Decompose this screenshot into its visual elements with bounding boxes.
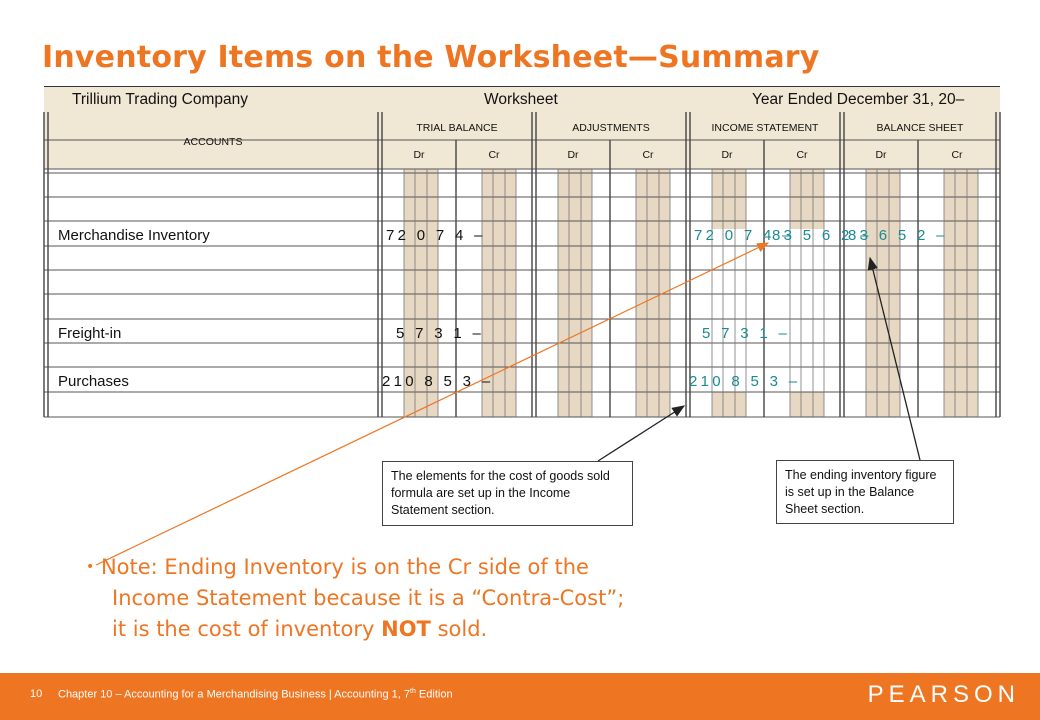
pearson-logo: PEARSON	[867, 681, 1020, 708]
note-line-2: Income Statement because it is a “Contra-Cost”;	[112, 586, 625, 610]
is-dr-freight: 5 7 3 1 –	[702, 325, 791, 342]
is-dr-purchases: 210 8 5 3 –	[689, 373, 801, 390]
edition-sup: th	[410, 688, 416, 695]
is-cr-merchandise: 83 5 6 2 –	[772, 227, 872, 244]
trial-dr-freight: 5 7 3 1 –	[396, 325, 485, 342]
callout-balance-sheet: The ending inventory figure is set up in the Balance Sheet section.	[776, 460, 954, 524]
company-name: Trillium Trading Company	[72, 91, 249, 108]
is-dr-merchandise: 72 0 7 4 –	[694, 227, 794, 244]
bullet-dot: •	[86, 559, 95, 575]
edition-text: Edition	[415, 688, 453, 701]
col-cr: Cr	[796, 149, 808, 161]
col-cr: Cr	[642, 149, 654, 161]
trial-dr-purchases: 210 8 5 3 –	[382, 373, 494, 390]
section-trial-balance: TRIAL BALANCE	[416, 122, 498, 134]
col-dr: Dr	[721, 149, 733, 161]
callout-income-statement: The elements for the cost of goods sold formula are set up in the Income Statement section.	[382, 461, 633, 526]
footer-bar	[0, 673, 1040, 720]
bs-dr-merchandise: 83 6 5 2 –	[848, 227, 948, 244]
section-adjustments: ADJUSTMENTS	[572, 122, 650, 134]
worksheet-period: Year Ended December 31, 20–	[752, 91, 965, 108]
note-line-3c: sold.	[430, 617, 488, 641]
col-cr: Cr	[488, 149, 500, 161]
section-balance-sheet: BALANCE SHEET	[876, 122, 964, 134]
col-dr: Dr	[875, 149, 887, 161]
note-bullet	[86, 552, 806, 645]
col-cr: Cr	[951, 149, 963, 161]
accounts-header: ACCOUNTS	[183, 136, 243, 148]
col-dr: Dr	[413, 149, 425, 161]
col-dr: Dr	[567, 149, 579, 161]
page-number: 10	[30, 688, 43, 700]
note-line-3a: it is the cost of inventory	[112, 617, 382, 641]
account-purchases: Purchases	[58, 373, 129, 390]
trial-dr-merchandise: 72 0 7 4 –	[386, 227, 486, 244]
worksheet-type: Worksheet	[484, 91, 558, 108]
section-income-statement: INCOME STATEMENT	[711, 122, 819, 134]
note-line-1: Note: Ending Inventory is on the Cr side of the	[100, 555, 589, 579]
slide-title: Inventory Items on the Worksheet—Summary	[42, 40, 820, 75]
account-freight-in: Freight-in	[58, 325, 122, 342]
account-merchandise-inventory: Merchandise Inventory	[58, 227, 210, 244]
chapter-info	[58, 688, 453, 701]
note-emphasis: NOT	[381, 617, 431, 641]
chapter-text: Chapter 10 – Accounting for a Merchandising Business | Accounting 1, 7	[58, 688, 411, 701]
